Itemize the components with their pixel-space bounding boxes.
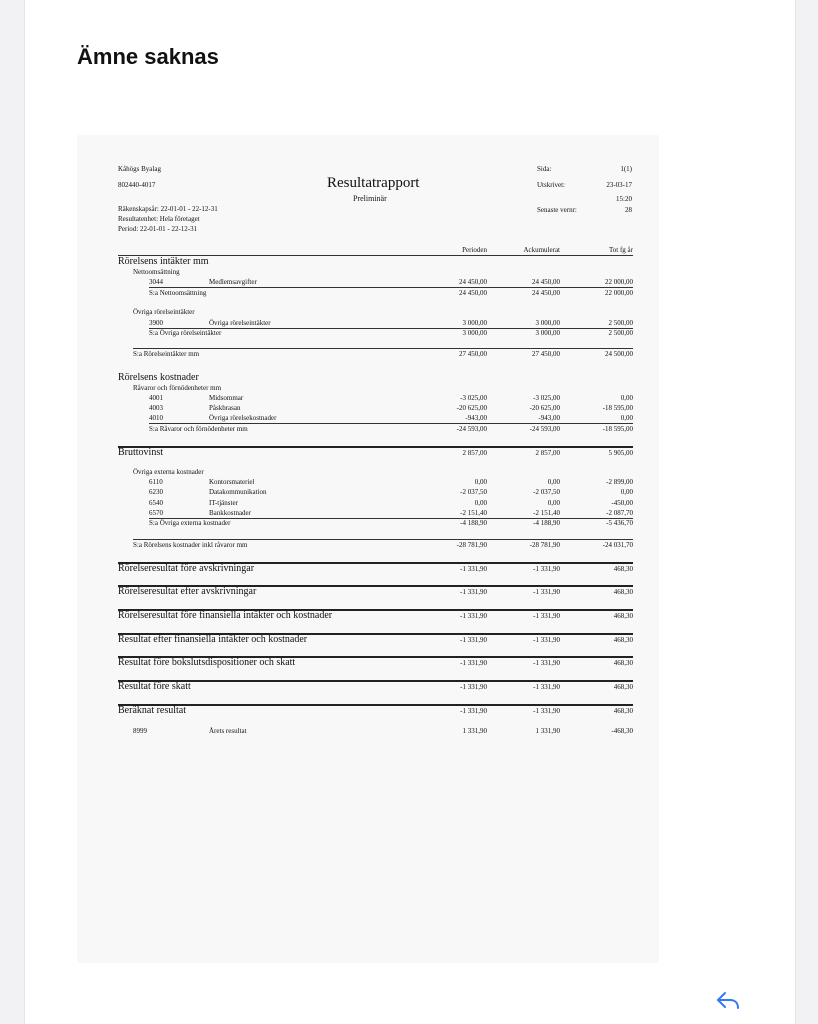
- amount-cell: 2 857,00: [535, 449, 560, 457]
- amount-cell: -24 593,00: [529, 425, 560, 433]
- amount-cell: 24 450,00: [532, 289, 560, 297]
- amount-cell: 0,00: [547, 499, 560, 507]
- col-header-period: Perioden: [462, 246, 487, 254]
- amount-cell: -1 331,90: [533, 707, 560, 715]
- meta-vernr-value: 28: [625, 206, 632, 214]
- reply-icon: [714, 987, 742, 1015]
- meta-page-label: Sida:: [537, 165, 552, 173]
- meta-page-value: 1(1): [620, 165, 632, 173]
- group-heading: Övriga rörelseintäkter: [133, 308, 195, 316]
- amount-cell: 1 331,90: [535, 727, 560, 735]
- amount-cell: -1 331,90: [460, 659, 487, 667]
- account-name: Bankkostnader: [209, 509, 251, 517]
- amount-cell: -2 037,50: [460, 488, 487, 496]
- section-heading: Rörelsens intäkter mm: [118, 256, 209, 267]
- amount-cell: 24 450,00: [532, 278, 560, 286]
- company-name: Kåhögs Byalag: [118, 165, 161, 173]
- amount-cell: -1 331,90: [460, 565, 487, 573]
- amount-cell: 3 000,00: [462, 329, 487, 337]
- amount-cell: -1 331,90: [460, 683, 487, 691]
- amount-cell: -1 331,90: [460, 588, 487, 596]
- account-code: 8999: [133, 727, 147, 735]
- section-rule: [118, 704, 633, 706]
- report-subtitle: Preliminär: [353, 194, 387, 203]
- col-header-previous-year: Tot fg år: [608, 246, 633, 254]
- amount-cell: 27 450,00: [459, 350, 487, 358]
- amount-cell: 468,30: [613, 588, 633, 596]
- account-name: Medlemsavgifter: [209, 278, 257, 286]
- account-code: 6230: [149, 488, 163, 496]
- result-label: Resultat före bokslutsdispositioner och skatt: [118, 657, 296, 668]
- fiscal-year: Räkenskapsår: 22-01-01 - 22-12-31: [118, 205, 218, 213]
- subtotal-label: S:a Övriga rörelseintäkter: [149, 329, 222, 337]
- amount-cell: 468,30: [613, 565, 633, 573]
- subtotal-label: S:a Nettoomsättning: [149, 289, 207, 297]
- amount-cell: -2 899,00: [606, 478, 633, 486]
- amount-cell: -1 331,90: [460, 707, 487, 715]
- account-name: Midsommar: [209, 394, 244, 402]
- reply-button[interactable]: [714, 987, 742, 1015]
- amount-cell: 2 500,00: [608, 329, 633, 337]
- section-rule: [118, 680, 633, 682]
- amount-cell: -20 625,00: [456, 404, 487, 412]
- group-heading: Övriga externa kostnader: [133, 468, 204, 476]
- result-unit: Resultatenhet: Hela företaget: [118, 215, 200, 223]
- result-label: Bruttovinst: [118, 447, 164, 458]
- amount-cell: 1 331,90: [462, 727, 487, 735]
- amount-cell: -28 781,90: [456, 541, 487, 549]
- amount-cell: -18 595,00: [602, 425, 633, 433]
- account-name: Årets resultat: [209, 727, 247, 735]
- meta-printed-label: Utskrivet:: [537, 181, 565, 189]
- meta-printed-date: 23-03-17: [606, 181, 632, 189]
- amount-cell: 0,00: [620, 414, 633, 422]
- amount-cell: 0,00: [620, 488, 633, 496]
- account-code: 3900: [149, 319, 163, 327]
- amount-cell: -1 331,90: [533, 565, 560, 573]
- amount-cell: 22 000,00: [605, 278, 633, 286]
- amount-cell: 27 450,00: [532, 350, 560, 358]
- amount-cell: -450,00: [611, 499, 633, 507]
- amount-cell: -1 331,90: [460, 636, 487, 644]
- amount-cell: -2 087,70: [606, 509, 633, 517]
- total-label: S:a Rörelsens kostnader inkl råvaror mm: [133, 541, 248, 549]
- amount-cell: -1 331,90: [460, 612, 487, 620]
- amount-cell: -468,30: [611, 727, 633, 735]
- report-page: [77, 135, 659, 963]
- amount-cell: 0,00: [547, 478, 560, 486]
- account-name: Datakommunikation: [209, 488, 267, 496]
- amount-cell: -4 188,90: [460, 519, 487, 527]
- amount-cell: -5 436,70: [606, 519, 633, 527]
- message-subject: Ämne saknas: [77, 44, 219, 69]
- amount-cell: 0,00: [474, 478, 487, 486]
- amount-cell: 24 450,00: [459, 289, 487, 297]
- report-title: Resultatrapport: [327, 175, 420, 191]
- sum-rule: [149, 423, 633, 424]
- amount-cell: -18 595,00: [602, 404, 633, 412]
- meta-printed-time: 15:20: [616, 195, 632, 203]
- amount-cell: -1 331,90: [533, 588, 560, 596]
- sum-rule: [149, 287, 633, 288]
- amount-cell: 2 857,00: [462, 449, 487, 457]
- amount-cell: -28 781,90: [529, 541, 560, 549]
- amount-cell: -24 593,00: [456, 425, 487, 433]
- amount-cell: 2 500,00: [608, 319, 633, 327]
- section-rule: [118, 446, 633, 448]
- sum-rule: [149, 328, 633, 329]
- amount-cell: -24 031,70: [602, 541, 633, 549]
- result-label: Beräknat resultat: [118, 705, 187, 716]
- account-code: 4001: [149, 394, 163, 402]
- period: Period: 22-01-01 - 22-12-31: [118, 225, 198, 233]
- amount-cell: 0,00: [620, 394, 633, 402]
- result-label: Resultat efter finansiella intäkter och kostnader: [118, 634, 308, 645]
- amount-cell: -20 625,00: [529, 404, 560, 412]
- account-name: Påskbrasan: [209, 404, 241, 412]
- account-name: Övriga rörelsekostnader: [209, 414, 277, 422]
- amount-cell: -2 151,40: [460, 509, 487, 517]
- amount-cell: 468,30: [613, 612, 633, 620]
- amount-cell: -1 331,90: [533, 612, 560, 620]
- amount-cell: -1 331,90: [533, 659, 560, 667]
- account-code: 6570: [149, 509, 163, 517]
- amount-cell: 468,30: [613, 683, 633, 691]
- total-label: S:a Rörelseintäkter mm: [133, 350, 200, 358]
- account-name: IT-tjänster: [209, 499, 238, 507]
- amount-cell: -943,00: [465, 414, 487, 422]
- section-heading: Rörelsens kostnader: [118, 372, 199, 383]
- amount-cell: -3 025,00: [460, 394, 487, 402]
- amount-cell: 22 000,00: [605, 289, 633, 297]
- result-label: Rörelseresultat före avskrivningar: [118, 563, 255, 574]
- org-number: 802440-4017: [118, 181, 156, 189]
- account-code: 3044: [149, 278, 163, 286]
- meta-vernr-label: Senaste vernr:: [537, 206, 577, 214]
- subtotal-label: S:a Råvaror och förnödenheter mm: [149, 425, 248, 433]
- account-code: 4010: [149, 414, 163, 422]
- sum-rule: [133, 348, 633, 349]
- amount-cell: -943,00: [538, 414, 560, 422]
- amount-cell: -4 188,90: [533, 519, 560, 527]
- amount-cell: 468,30: [613, 636, 633, 644]
- amount-cell: -3 025,00: [533, 394, 560, 402]
- amount-cell: 3 000,00: [535, 329, 560, 337]
- account-name: Övriga rörelseintäkter: [209, 319, 271, 327]
- account-code: 6540: [149, 499, 163, 507]
- amount-cell: -2 151,40: [533, 509, 560, 517]
- amount-cell: 24 450,00: [459, 278, 487, 286]
- account-code: 6110: [149, 478, 163, 486]
- sum-rule: [133, 539, 633, 540]
- amount-cell: 24 500,00: [605, 350, 633, 358]
- amount-cell: 468,30: [613, 659, 633, 667]
- amount-cell: -1 331,90: [533, 683, 560, 691]
- result-label: Resultat före skatt: [118, 681, 191, 692]
- amount-cell: 0,00: [474, 499, 487, 507]
- amount-cell: 468,30: [613, 707, 633, 715]
- amount-cell: -2 037,50: [533, 488, 560, 496]
- col-header-accumulated: Ackumulerat: [523, 246, 560, 254]
- amount-cell: -1 331,90: [533, 636, 560, 644]
- result-label: Rörelseresultat före finansiella intäkter och kostnader: [118, 610, 333, 621]
- subtotal-label: S:a Övriga externa kostnader: [149, 519, 231, 527]
- amount-cell: 5 905,00: [608, 449, 633, 457]
- amount-cell: 3 000,00: [535, 319, 560, 327]
- account-code: 4003: [149, 404, 163, 412]
- account-name: Kontorsmateriel: [209, 478, 255, 486]
- group-heading: Nettoomsättning: [133, 268, 180, 276]
- amount-cell: 3 000,00: [462, 319, 487, 327]
- group-heading: Råvaror och förnödenheter mm: [133, 384, 222, 392]
- result-label: Rörelseresultat efter avskrivningar: [118, 586, 257, 597]
